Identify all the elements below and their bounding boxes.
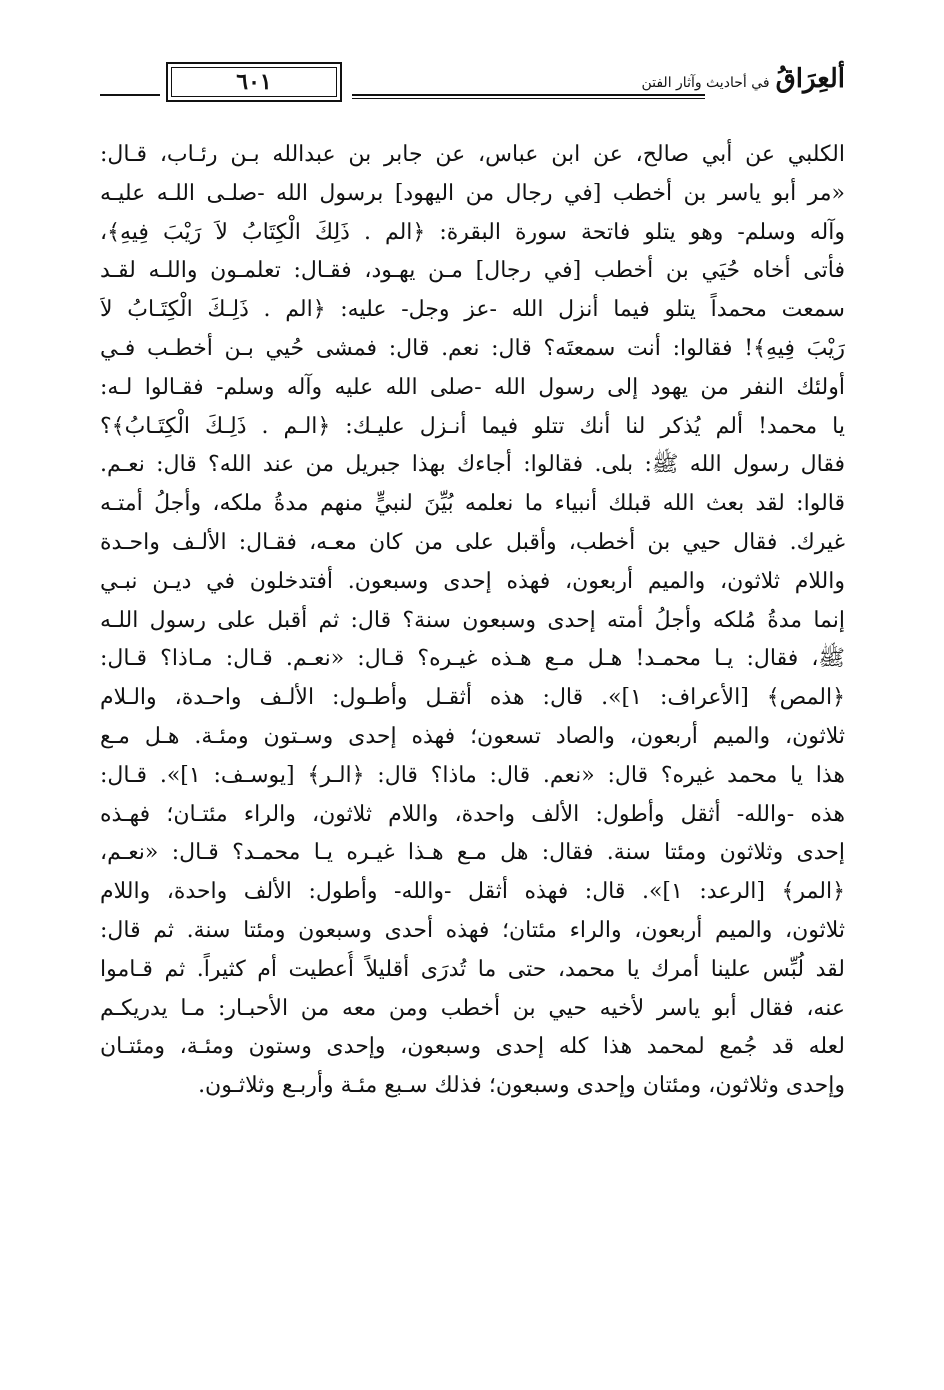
text-line: «مر أبو ياسر بن أخطب [في رجال من اليهود] برسول الله -صلـى اللـه عليـه [100,180,845,206]
text-line: ﴿المص﴾ [الأعراف: ١]». قال: هذه أثقـل وأطـول: الألـف واحـدة، والـلام [100,685,845,711]
text-line: ﴿المر﴾ [الرعد: ١]». قال: فهذه أثقل -والله- وأطول: الألف واحدة، واللام [100,879,845,905]
text-line: يا محمد! ألم يُذكر لنا أنك تتلو فيما أنـزل عليـك: ﴿الـم . ذَلِـكَ الْكِتَـابُ﴾؟ [100,413,845,439]
page-number-box [166,62,342,102]
text-line: الكلبي عن أبي صالح، عن ابن عباس، عن جابر بن عبدالله بـن رئـاب، قـال: [100,142,845,167]
text-line: ثلاثون، والميم أربعون، والصاد تسعون؛ فهذه إحدى وسـتون ومئـة. هـل مـع [100,723,845,749]
text-line: وآله وسلم- وهو يتلو فاتحة سورة البقرة: ﴿الم . ذَلِكَ الْكِتَابُ لاَ رَيْبَ فِيهِ﴾، [100,219,845,245]
text-line: لعله قد جُمع لمحمد هذا كله إحدى وسبعون، وإحدى وستون ومئـة، ومئتـان [100,1034,845,1060]
text-line: هذه -والله- أثقل وأطول: الألف واحدة، واللام ثلاثون، والراء مئتـان؛ فهـذه [100,801,845,827]
book-title-sub: في أحاديث وآثار الفتن [641,75,770,91]
page-body [100,136,845,1106]
book-title [641,64,845,98]
page-number: ٦٠١ [171,67,337,97]
book-title-main: ألعِرَاقُ [775,64,845,94]
text-line: رَيْبَ فِيهِ﴾! فقالوا: أنت سمعتَه؟ قال: نعم. قال: فمشى حُيي بـن أخطـب فـي [100,335,845,361]
page-header [100,60,845,110]
text-line: ثلاثون، والميم أربعون، والراء مئتان؛ فهذه أحدى وسبعون ومئتا سنة. ثم قال: [100,917,845,943]
text-line: إحدى وثلاثون ومئتا سنة. فقال: هل مـع هـذا غيـره يـا محمـد؟ قـال: «نعـم، [100,840,845,866]
text-line: ﷺ، فقال: يـا محمـد! هـل مـع هـذه غيـره؟ قـال: «نعـم. قـال: مـاذا؟ قـال: [100,646,845,672]
text-line: عنه، فقال أبو ياسر لأخيه حيي بن أخطب ومن معه من الأحبـار: مـا يدريكـم [100,995,845,1021]
text-line: فقال رسول الله ﷺ: بلى. فقالوا: أجاءك بهذا جبريل من عند الله؟ قال: نعـم. [100,452,845,478]
text-line: هذا يا محمد غيره؟ قال: «نعم. قال: ماذا؟ قال: ﴿الـر﴾ [يوسـف: ١]». قـال: [100,762,845,788]
header-rule-right-thin [352,98,705,99]
text-line: أولئك النفر من يهود إلى رسول الله -صلى الله عليه وآله وسلم- فقـالوا لـه: [100,374,845,400]
header-rule-left [100,94,160,96]
text-line: إنما مدةُ مُلكه وأجلُ أمته إحدى وسبعون سنة؟ قال: ثم أقبل على رسول اللـه [100,607,845,633]
text-line: واللام ثلاثون، والميم أربعون، فهذه إحدى وسبعون. أفتدخلون في ديـن نبـي [100,568,845,594]
text-line: لقد لُبِّس علينا أمرك يا محمد، حتى ما تُدرَى أقليلاً أُعطيت أم كثيراً. ثم قـاموا [100,956,845,982]
text-line: قالوا: لقد بعث الله قبلك أنبياء ما نعلمه بُيِّنَ لنبيٍّ منهم مدةُ ملكه، وأجلُ أمتـه [100,491,845,517]
text-line: غيرك. فقال حيي بن أخطب، وأقبل على من كان معـه، فقـال: الألـف واحـدة [100,529,845,555]
text-line: فأتى أخاه حُيَي بن أخطب [في رجال] مـن يهـود، فقـال: تعلمـون واللـه لقـد [100,258,845,284]
text-line: سمعت محمداً يتلو فيما أنزل الله -عز وجل- عليه: ﴿الم . ذَلِـكَ الْكِتَـابُ لاَ [100,297,845,323]
text-line: وإحدى وثلاثون، ومئتان وإحدى وسبعون؛ فذلك سـبع مئـة وأربـع وثلاثـون. [198,1073,845,1099]
